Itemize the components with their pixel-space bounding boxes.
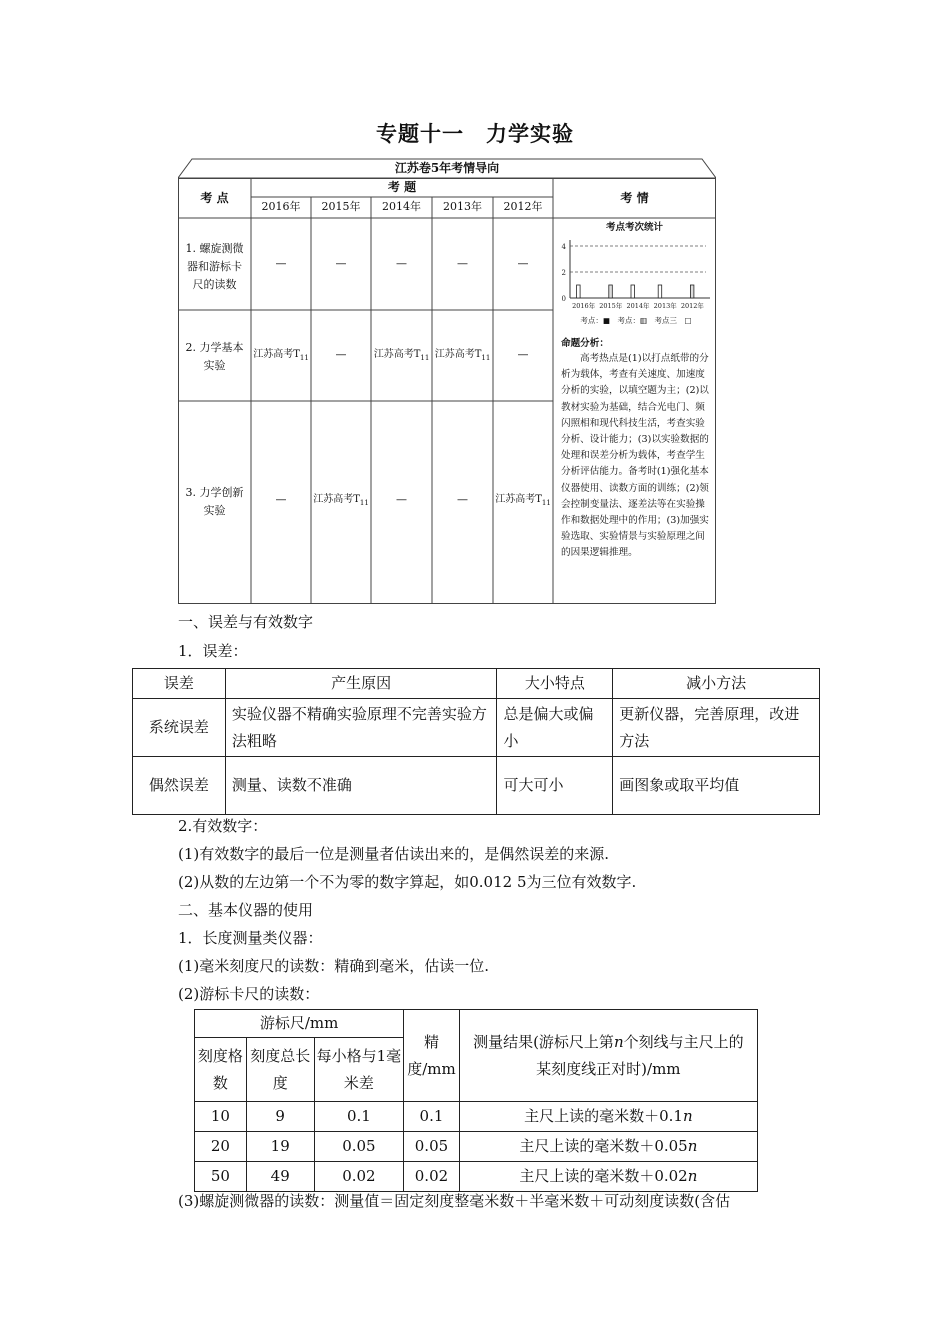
subsection-heading: 2.有效数字： [178,817,268,835]
exam-cell: — [275,257,287,270]
chart-bar [631,285,635,298]
exam-cell: 江苏高考$T_{11}$ [495,494,551,507]
paragraph: (1)有效数字的最后一位是测量者估读出来的，是偶然误差的来源. [178,845,610,863]
header-kaodian: 考 点 [200,191,229,205]
year-header: 2016年 [261,200,301,213]
table-cell: 50 [195,1162,247,1192]
table-header: 刻度格数 [195,1038,247,1102]
section-heading: 一、误差与有效数字 [178,613,314,631]
exam-cell: — [457,257,468,270]
exam-cell: — [396,493,407,506]
table-cell: 实验仪器不精确实验原理不完善实验方法粗略 [225,699,497,757]
table-header: 游标尺/mm [195,1010,404,1038]
table-cell: 0.02 [404,1162,460,1192]
paragraph: (2)从数的左边第一个不为零的数字算起，如0.012 5为三位有效数字. [178,873,637,891]
chart-y-tick-label: 4 [561,243,566,251]
table-cell: 49 [246,1162,314,1192]
table-cell: 测量、读数不准确 [225,757,497,815]
chart-x-tick-label: 2014年 [626,302,650,310]
chart-title: 考点考次统计 [605,222,663,233]
table-header: 减小方法 [613,669,820,699]
table-cell: 主尺上读的毫米数＋0.05n [459,1132,757,1162]
exam-situation-table [178,158,716,604]
exam-cell: 江苏高考$T_{11}$ [253,349,309,362]
table-cell: 更新仪器，完善原理，改进方法 [613,699,820,757]
table-cell: 0.02 [314,1162,404,1192]
table-cell: 10 [195,1102,247,1132]
table-header: 每小格与1毫米差 [314,1038,404,1102]
exam-cell: — [335,348,347,361]
chart-bar [577,285,581,298]
header-kaoqing: 考 情 [620,191,649,205]
table-cell: 主尺上读的毫米数＋0.02n [459,1162,757,1192]
exam-cell: — [275,493,287,506]
table-header: 产生原因 [225,669,497,699]
table-header: 测量结果(游标尺上第n个刻线与主尺上的某刻度线正对时)/mm [459,1010,757,1102]
chart-x-tick-label: 2013年 [653,302,677,310]
table-cell: 0.1 [404,1102,460,1132]
paragraph: (2)游标卡尺的读数： [178,985,320,1003]
subsection-heading: 1．误差： [178,642,248,660]
year-header: 2014年 [382,200,421,213]
chart-x-tick-label: 2012年 [680,302,704,310]
year-header: 2013年 [443,200,482,213]
chart-bar [609,285,613,298]
header-kaoti: 考 题 [387,180,417,194]
exam-cell: — [517,257,529,270]
table-cell: 偶然误差 [133,757,226,815]
table-cell: 9 [246,1102,314,1132]
subsection-heading: 1．长度测量类仪器： [178,929,323,947]
exam-cell: — [396,257,407,270]
table-cell: 0.1 [314,1102,404,1132]
chart-x-tick-label: 2015年 [599,302,623,310]
chart-x-tick-label: 2016年 [572,302,596,310]
table-cell: 主尺上读的毫米数＋0.1n [459,1102,757,1132]
topic-name: 1. 螺旋测微器和游标卡尺的读数 [185,242,244,291]
exam-count-chart [556,236,714,316]
table-cell: 0.05 [314,1132,404,1162]
chart-bar [658,285,662,298]
exam-cell: 江苏高考$T_{11}$ [313,494,369,507]
topic-name: 3. 力学创新实验 [185,486,244,517]
table-cell: 可大可小 [497,757,613,815]
exam-cell: — [457,493,468,506]
table-cell: 20 [195,1132,247,1162]
table-header: 刻度总长度 [246,1038,314,1102]
exam-cell: 江苏高考$T_{11}$ [434,349,491,362]
topic-name: 2. 力学基本实验 [185,341,244,372]
section-heading: 二、基本仪器的使用 [178,901,314,919]
table-header: 大小特点 [497,669,613,699]
paragraph: (1)毫米刻度尺的读数：精确到毫米，估读一位. [178,957,490,975]
page-title: 专题十一 力学实验 [376,121,574,146]
exam-table-caption: 江苏卷5年考情导向 [394,161,500,175]
table-cell: 系统误差 [133,699,226,757]
table-cell: 0.05 [404,1132,460,1162]
year-header: 2015年 [321,200,361,213]
table-cell: 画图象或取平均值 [613,757,820,815]
chart-bar [690,285,694,298]
chart-legend: 考点：■ 考点：▥ 考点三 □ [580,316,692,325]
table-header: 误差 [133,669,226,699]
chart-y-tick-label: 0 [561,295,566,303]
error-table [132,668,820,815]
year-header: 2012年 [503,200,543,213]
analysis-text: 高考热点是(1)以打点纸带的分析为载体，考查有关速度、加速度分析的实验，以填空题为主；(2)以教材实验为基础，结合光电门、频闪照相和现代科技生活，考查实验分析、设计能力；(3)以实验数据的处理和误差分析为载体，考查学生分析评估能力。备考时(1)强化基本仪器使用、读数方面的训练；(2)领会控制变量法、逐差法等在实验操作和数据处理中的作用；(3)加强实验选取、实验情景与实验原理之间的因果逻辑推理。 [561,353,709,559]
analysis-title: 命题分析： [561,338,609,349]
exam-cell: 江苏高考$T_{11}$ [373,349,430,362]
exam-cell: — [335,257,347,270]
chart-y-tick-label: 2 [561,269,566,277]
paragraph: (3)螺旋测微器的读数：测量值＝固定刻度整毫米数＋半毫米数＋可动刻度读数(含估 [178,1192,731,1210]
exam-cell: — [517,348,529,361]
table-cell: 19 [246,1132,314,1162]
vernier-table [194,1009,758,1192]
table-header: 精度/mm [404,1010,460,1102]
table-cell: 总是偏大或偏小 [497,699,613,757]
